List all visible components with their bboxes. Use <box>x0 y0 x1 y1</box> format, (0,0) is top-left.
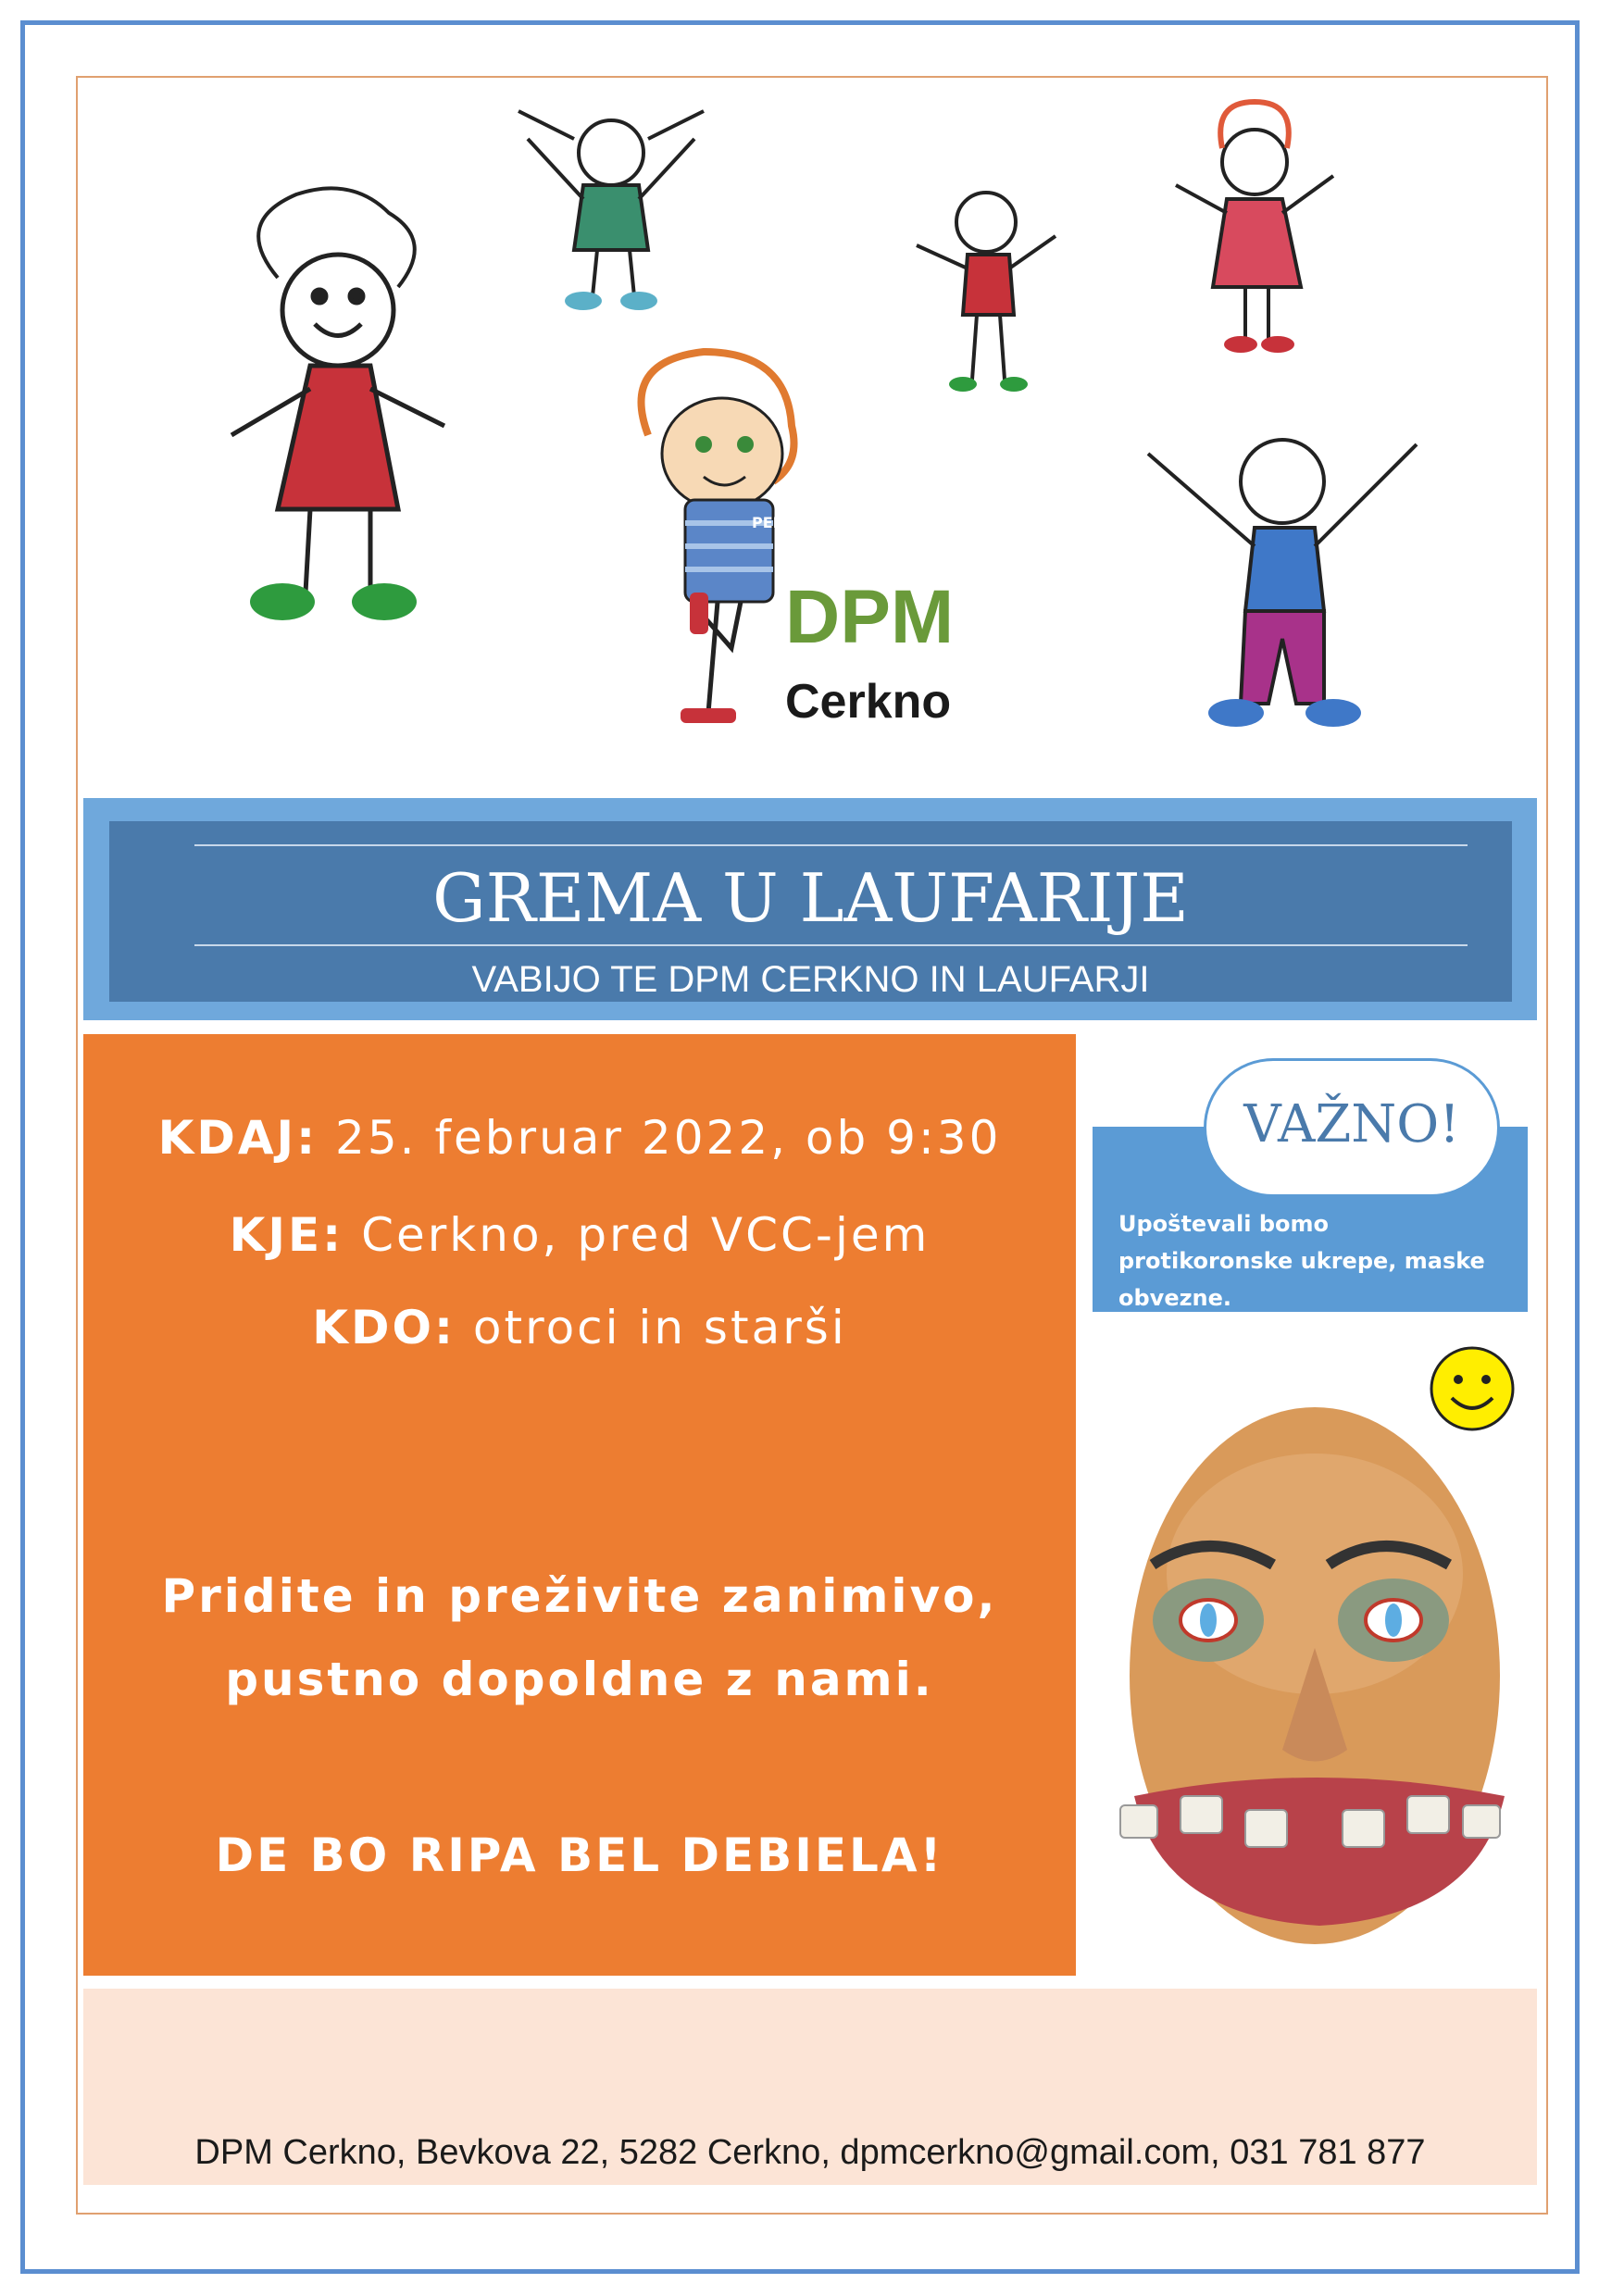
logo-dpm-text: DPM <box>785 575 955 659</box>
detail-who <box>83 1301 1076 1354</box>
invitation-line-1: Pridite in preživite zanimivo, <box>161 1569 998 1623</box>
logo-cerkno-text: Cerkno <box>785 675 952 729</box>
slogan: DE BO RIPA BEL DEBIELA! <box>215 1828 944 1882</box>
drawing-boy-small <box>917 193 1056 392</box>
detail-when-label: KDAJ: <box>157 1111 319 1165</box>
detail-where-value: Cerkno, pred VCC-jem <box>361 1208 931 1262</box>
page-title: GREMA U LAUFARIJE <box>432 859 1189 937</box>
carnival-mask-image <box>1097 1389 1532 1963</box>
footer-contact: DPM Cerkno, Bevkova 22, 5282 Cerkno, dpmcerkno@gmail.com, 031 781 877 <box>194 2133 1426 2172</box>
drawing-boy-blue-shirt <box>1148 440 1417 727</box>
detail-where-label: KJE: <box>229 1208 344 1262</box>
detail-when <box>83 1111 1076 1165</box>
page-subtitle: VABIJO TE DPM CERKNO IN LAUFARJI <box>471 959 1150 1000</box>
drawing-girl-pink-dress <box>1176 102 1333 353</box>
detail-when-value: 25. februar 2022, ob 9:30 <box>335 1111 1002 1165</box>
invitation-line-2: pustno dopoldne z nami. <box>225 1653 934 1706</box>
detail-who-value: otroci in starši <box>472 1301 847 1354</box>
banner-rule-bottom <box>194 944 1468 946</box>
drawing-girl-red-dress <box>231 188 444 620</box>
drawing-girl-pigtails <box>518 111 704 310</box>
notice-text: Upoštevali bomo protikoronske ukrepe, maske obvezne. <box>1118 1211 1485 1311</box>
detail-who-label: KDO: <box>312 1301 456 1354</box>
drawing-pepi-logo-mascot <box>642 352 794 723</box>
notice-title: VAŽNO! <box>1243 1094 1460 1154</box>
pepi-shirt-label: PEPI <box>752 514 790 531</box>
banner-rule-top <box>194 844 1468 846</box>
detail-where <box>83 1208 1076 1262</box>
